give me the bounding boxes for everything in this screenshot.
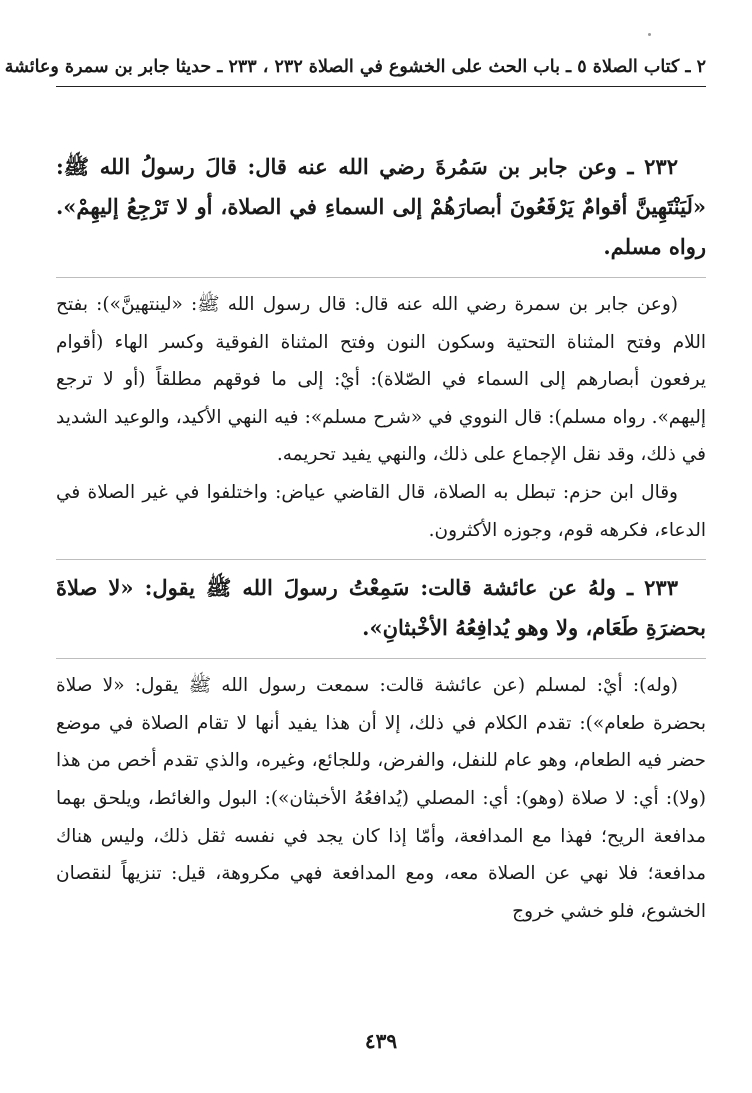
hadith-232: ٢٣٢ ـ وعن جابر بن سَمُرةَ رضي الله عنه قال: قالَ رسولُ الله ﷺ: «لَيَنْتَهِينَّ أقوامٌ يَرْفَعُونَ أبصارَهُمْ إلى السماءِ في الصلاة، أو لا تَرْجِعُ إليهِمْ». رواه مسلم. [56,154,707,259]
separator-rule [56,277,706,278]
hadith-233: ٢٣٣ ـ ولهُ عن عائشة قالت: سَمِعْتُ رسولَ الله ﷺ يقول: «لا صلاةَ بحضرَةِ طَعَام، ولا وهو يُدافِعُهُ الأخْبثانِ». [56,575,706,641]
page-number: ٤٣٩ [364,1029,398,1053]
separator-rule [56,559,706,560]
scan-dot [648,33,651,36]
running-header: ٢ ـ كتاب الصلاة ٥ ـ باب الحث على الخشوع في الصلاة ٢٣٢ ، ٢٣٣ ـ حديثا جابر بن سمرة وعائشة [4,57,706,77]
commentary-232-a: (وعن جابر بن سمرة رضي الله عنه قال: قال رسول الله ﷺ: «لينتهينَّ»): بفتح اللام وفتح المثناة التحتية وسكون النون وفتح المثناة الفوقية وكسر الهاء (أقوام يرفعون أبصارهم إلى السماء في الصّلاة): أيْ: إلى ما فوقهم مطلقاً (أو لا ترجع إليهم». رواه مسلم): قال النووي في «شرح مسلم»: فيه النهي الأكيد، والوعيد الشديد في ذلك، وقد نقل الإجماع على ذلك، والنهي يفيد تحريمه. [56,294,706,466]
commentary-233: (وله): أيْ: لمسلم (عن عائشة قالت: سمعت رسول الله ﷺ يقول: «لا صلاة بحضرة طعام»): تقدم الكلام في ذلك، إلا أن هذا يفيد أنها لا تقام الصلاة في موضع حضر فيه الطعام، وهو عام للنفل، والفرض، وللجائع، وغيره، والذي تقدم أخص من هذا (ولا): أي: لا صلاة (وهو): أي: المصلي (يُدافعُهُ الأخبثان»): البول والغائط، ويلحق بهما مدافعة الريح؛ فهذا مع المدافعة، وأمّا إذا كان يجد في نفسه ثقل ذلك، وليس هناك مدافعة؛ فلا نهي عن الصلاة معه، ومع المدافعة فهي مكروهة، قيل: تنزيهاً لنقصان الخشوع، فلو خشي خروج [56,675,706,922]
page [4,52,707,1082]
separator-rule [56,658,706,659]
commentary-232-b: وقال ابن حزم: تبطل به الصلاة، قال القاضي عياض: واختلفوا في غير الصلاة في الدعاء، فكرهه قوم، وجوزه الأكثرون. [56,481,706,541]
header-rule [56,86,706,87]
